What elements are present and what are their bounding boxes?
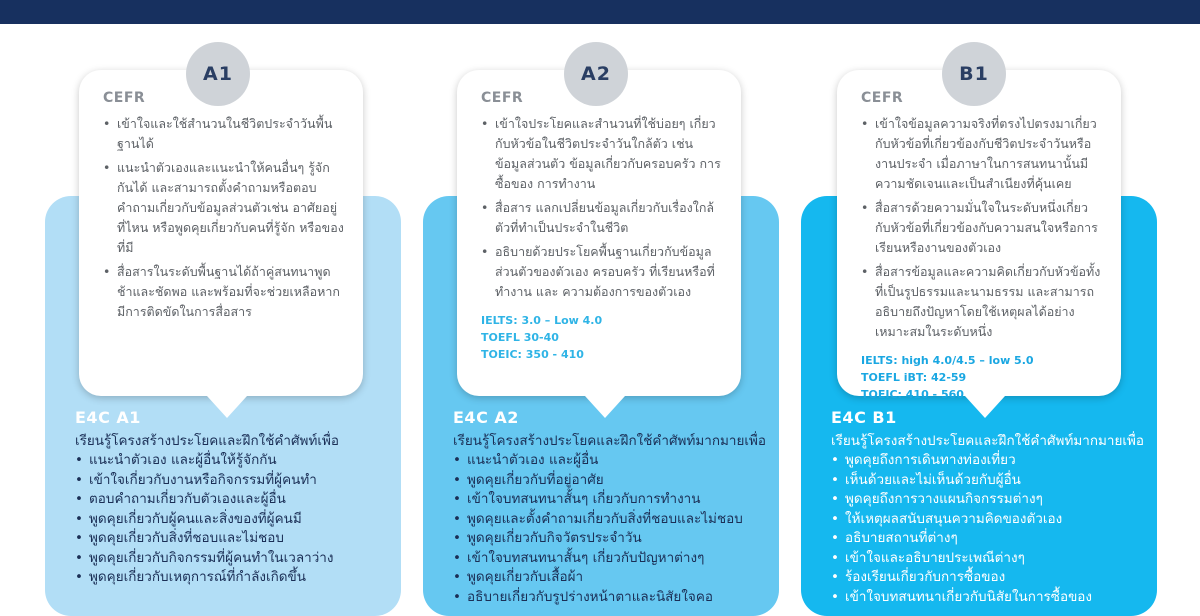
e4c-point: • พูดคุยถึงการวางแผนกิจกรรมต่างๆ — [831, 490, 1151, 510]
e4c-intro: เรียนรู้โครงสร้างประโยคและฝึกใช้คำศัพท์มากมายเพื่อ — [453, 433, 767, 449]
e4c-point: • เข้าใจบทสนทนาเกี่ยวกับนิสัยในการซื้อของ — [831, 588, 1151, 608]
cefr-card-a2 — [457, 70, 741, 396]
cefr-label: CEFR — [481, 90, 524, 106]
card-pointer — [207, 396, 247, 418]
e4c-title: E4C B1 — [831, 408, 897, 427]
e4c-section-a1 — [75, 408, 395, 588]
score-toeic: TOEIC: 410 - 560 — [861, 388, 964, 401]
e4c-point: • พูดคุยเกี่ยวกับกิจวัตรประจำวัน — [453, 529, 773, 549]
e4c-list — [831, 451, 1151, 607]
level-column-a1 — [45, 28, 401, 600]
e4c-point: • พูดคุยเกี่ยวกับกิจกรรมที่ผู้คนทำในเวลาว่าง — [75, 549, 395, 569]
e4c-title: E4C A2 — [453, 408, 519, 427]
level-column-a2 — [423, 28, 779, 605]
cefr-label: CEFR — [861, 90, 904, 106]
e4c-list — [75, 451, 395, 588]
cefr-point: • เข้าใจประโยคและสำนวนที่ใช้บ่อยๆ เกี่ยวกับหัวข้อในชีวิตประจำวันใกล้ตัว เช่น ข้อมูลส่วนตัว ข้อมูลเกี่ยวกับครอบครัว การซื้อของ การทำงาน — [481, 114, 723, 194]
cefr-point: • เข้าใจและใช้สำนวนในชีวิตประจำวันพื้นฐานได้ — [103, 114, 345, 154]
e4c-point: • เข้าใจบทสนทนาสั้นๆ เกี่ยวกับปัญหาต่างๆ — [453, 549, 773, 569]
e4c-point: • พูดคุยเกี่ยวกับที่อยู่อาศัย — [453, 471, 773, 491]
score-toefl: TOEFL iBT: 42-59 — [861, 371, 967, 384]
card-pointer — [965, 396, 1005, 418]
e4c-section-b1 — [831, 408, 1151, 607]
cefr-point: • สื่อสารข้อมูลและความคิดเกี่ยวกับหัวข้อทั้งที่เป็นรูปธรรมและนามธรรม และสามารถอธิบายถึงปัญหาโดยใช้เหตุผลได้อย่างเหมาะสมในระดับหนึ่ง — [861, 262, 1103, 342]
level-badge-a1: A1 — [186, 42, 250, 106]
cefr-point: • สื่อสารในระดับพื้นฐานได้ถ้าคู่สนทนาพูดช้าและชัดพอ และพร้อมที่จะช่วยเหลือหากมีการติดขัดในการสื่อสาร — [103, 262, 345, 322]
e4c-point: • พูดคุยเกี่ยวกับเหตุการณ์ที่กำลังเกิดขึ้น — [75, 568, 395, 588]
e4c-point: • เห็นด้วยและไม่เห็นด้วยกับผู้อื่น — [831, 471, 1151, 491]
e4c-point: • ตอบคำถามเกี่ยวกับตัวเองและผู้อื่น — [75, 490, 395, 510]
e4c-title: E4C A1 — [75, 408, 141, 427]
cefr-point: • สื่อสาร แลกเปลี่ยนข้อมูลเกี่ยวกับเรื่องใกล้ตัวที่ทำเป็นประจำในชีวิต — [481, 198, 723, 238]
level-badge-b1: B1 — [942, 42, 1006, 106]
cefr-card-a1 — [79, 70, 363, 396]
level-column-b1 — [801, 28, 1157, 605]
cefr-point: • อธิบายด้วยประโยคพื้นฐานเกี่ยวกับข้อมูลส่วนตัวของตัวเอง ครอบครัว ที่เรียนหรือที่ทำงาน และ ความต้องการของตัวเอง — [481, 242, 723, 302]
score-toefl: TOEFL 30-40 — [481, 331, 559, 344]
e4c-point: • พูดคุยถึงการเดินทางท่องเที่ยว — [831, 451, 1151, 471]
score-ielts: IELTS: high 4.0/4.5 – low 5.0 — [861, 354, 1034, 367]
cefr-list — [861, 114, 1103, 342]
e4c-point: • แนะนำตัวเอง และผู้อื่น — [453, 451, 773, 471]
card-pointer — [585, 396, 625, 418]
cefr-card-b1 — [837, 70, 1121, 401]
e4c-point: • อธิบายสถานที่ต่างๆ — [831, 529, 1151, 549]
e4c-point: • เข้าใจและอธิบายประเพณีต่างๆ — [831, 549, 1151, 569]
top-banner — [0, 0, 1200, 24]
cefr-label: CEFR — [103, 90, 146, 106]
e4c-point: • อธิบายเกี่ยวกับรูปร่างหน้าตาและนิสัยใจคอ — [453, 588, 773, 608]
e4c-intro: เรียนรู้โครงสร้างประโยคและฝึกใช้คำศัพท์มากมายเพื่อ — [831, 433, 1145, 449]
cefr-point: • สื่อสารด้วยความมั่นใจในระดับหนึ่งเกี่ยวกับหัวข้อที่เกี่ยวข้องกับความสนใจหรือการเรียนหรืองานของตัวเอง — [861, 198, 1103, 258]
e4c-intro: เรียนรู้โครงสร้างประโยคและฝึกใช้คำศัพท์เพื่อ — [75, 433, 339, 449]
e4c-point: • ให้เหตุผลสนับสนุนความคิดของตัวเอง — [831, 510, 1151, 530]
test-scores — [481, 312, 723, 363]
cefr-point: • แนะนำตัวเองและแนะนำให้คนอื่นๆ รู้จักกันได้ และสามารถตั้งคำถามหรือตอบคำถามเกี่ยวกับข้อมูลส่วนตัวเช่น อาศัยอยู่ที่ไหน หรือพูดคุยเกี่ยวกับคนที่รู้จัก หรือของที่มี — [103, 158, 345, 258]
e4c-point: • พูดคุยเกี่ยวกับเสื้อผ้า — [453, 568, 773, 588]
e4c-list — [453, 451, 773, 607]
e4c-point: • เข้าใจบทสนทนาสั้นๆ เกี่ยวกับการทำงาน — [453, 490, 773, 510]
e4c-section-a2 — [453, 408, 773, 607]
level-badge-a2: A2 — [564, 42, 628, 106]
e4c-point: • ร้องเรียนเกี่ยวกับการซื้อของ — [831, 568, 1151, 588]
cefr-list — [481, 114, 723, 302]
score-toeic: TOEIC: 350 - 410 — [481, 348, 584, 361]
cefr-list — [103, 114, 345, 322]
e4c-point: • พูดคุยเกี่ยวกับสิ่งที่ชอบและไม่ชอบ — [75, 529, 395, 549]
e4c-point: • พูดคุยและตั้งคำถามเกี่ยวกับสิ่งที่ชอบและไม่ชอบ — [453, 510, 773, 530]
cefr-point: • เข้าใจข้อมูลความจริงที่ตรงไปตรงมาเกี่ยวกับหัวข้อที่เกี่ยวข้องกับชีวิตประจำวันหรืองานประจำ เมื่อภาษาในการสนทนานั้นมีความชัดเจนและเป็นสำเนียงที่คุ้นเคย — [861, 114, 1103, 194]
e4c-point: • แนะนำตัวเอง และผู้อื่นให้รู้จักกัน — [75, 451, 395, 471]
e4c-point: • เข้าใจเกี่ยวกับงานหรือกิจกรรมที่ผู้คนทำ — [75, 471, 395, 491]
score-ielts: IELTS: 3.0 – Low 4.0 — [481, 314, 603, 327]
e4c-point: • พูดคุยเกี่ยวกับผู้คนและสิ่งของที่ผู้คนมี — [75, 510, 395, 530]
